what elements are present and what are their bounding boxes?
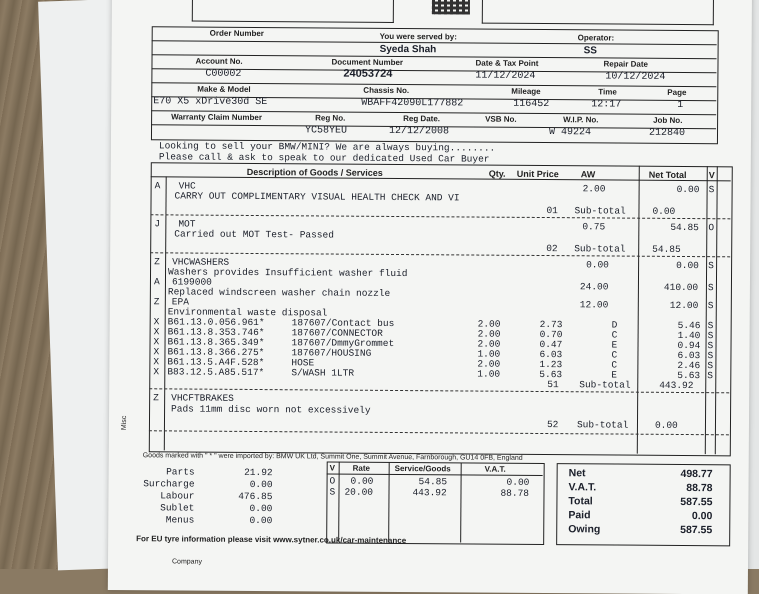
qr-code xyxy=(432,0,470,14)
vat-col-service: Service/Goods xyxy=(394,463,451,474)
subtotal-label: Sub-total xyxy=(576,419,629,431)
part-qty: 2.00 xyxy=(477,358,501,370)
part-number: B83.12.5.A85.517* xyxy=(167,366,265,379)
item-v: S xyxy=(707,282,714,294)
item-text: Environmental waste disposal xyxy=(167,306,328,319)
mileage-value: 116452 xyxy=(513,98,550,111)
invoice-sheet xyxy=(108,0,752,594)
job-label: Job No. xyxy=(653,115,683,125)
part-net: 2.46 xyxy=(677,359,701,372)
top-cut-box-right xyxy=(482,0,714,25)
section-aw: 0.75 xyxy=(582,221,606,233)
served-by-value: Syeda Shah xyxy=(379,43,437,56)
part-discount: D xyxy=(611,319,618,331)
item-code: Z xyxy=(154,256,160,268)
vat-row-service: 443.92 xyxy=(412,487,447,499)
part-code: X xyxy=(153,366,160,378)
vat-col-v: V xyxy=(329,463,336,473)
total-label: V.A.T. xyxy=(568,481,597,494)
col-qty: Qty. xyxy=(488,168,506,179)
subtotal-value: 0.00 xyxy=(652,205,676,217)
part-discount: C xyxy=(611,329,618,341)
summary-value: 476.85 xyxy=(238,490,273,503)
vat-row-v: O xyxy=(329,475,336,487)
subtotal-label: Sub-total xyxy=(574,205,626,217)
part-number: B61.13.0.056.961* xyxy=(167,316,265,329)
part-v: S xyxy=(707,370,714,382)
part-discount: E xyxy=(611,369,618,381)
total-label: Paid xyxy=(568,509,591,522)
subtotal-no: 02 xyxy=(546,243,558,255)
part-net: 0.94 xyxy=(677,339,701,352)
brakes-line: Pads 11mm disc worn not excessively xyxy=(171,403,371,416)
side-text: Misc xyxy=(120,415,129,431)
time-value: 12:17 xyxy=(591,99,622,111)
operator-value: SS xyxy=(583,45,597,57)
item-text: 6199000 xyxy=(171,276,212,288)
account-no-label: Account No. xyxy=(195,56,243,66)
part-unit-price: 1.23 xyxy=(539,358,563,371)
part-unit-price: 0.47 xyxy=(539,338,563,351)
part-number: B61.13.8.366.275* xyxy=(167,346,265,359)
summary-label: Labour xyxy=(160,490,195,502)
reg-no-value: YC58YEU xyxy=(304,125,348,137)
subtotal-no: 01 xyxy=(546,205,558,217)
part-v: S xyxy=(707,340,714,352)
part-net: 5.63 xyxy=(677,369,701,382)
promo-line-2: Please call & ask to speak to our dedicated Used Car Buyer xyxy=(158,151,490,165)
subtotal-label: Sub-total xyxy=(574,243,626,255)
part-number: B61.13.8.365.349* xyxy=(167,336,265,349)
part-discount: E xyxy=(611,339,618,351)
part-v: S xyxy=(707,350,714,362)
part-qty: 2.00 xyxy=(477,328,501,340)
section-net: 54.85 xyxy=(670,221,699,234)
page-value: 1 xyxy=(677,99,684,111)
total-value: 587.55 xyxy=(680,523,713,537)
repair-date-value: 10/12/2024 xyxy=(605,71,666,83)
vat-col-rate: Rate xyxy=(352,463,371,473)
item-aw: 12.00 xyxy=(579,299,609,311)
vat-row-vat: 0.00 xyxy=(506,476,530,488)
vsb-label: VSB No. xyxy=(485,114,517,124)
vat-row-vat: 88.78 xyxy=(500,487,530,499)
make-model-value: E70 X5 xDrive30d SE xyxy=(153,96,268,109)
col-description: Description of Goods / Services xyxy=(246,166,383,178)
summary-label: Sublet xyxy=(160,502,195,514)
item-net: 0.00 xyxy=(676,259,699,272)
date-tax-point-label: Date & Tax Point xyxy=(475,58,539,68)
subtotal-value: 54.85 xyxy=(652,243,681,255)
vat-row-rate: 20.00 xyxy=(344,486,374,498)
item-code: A xyxy=(153,276,160,288)
section-v: S xyxy=(708,184,715,196)
item-aw: 24.00 xyxy=(579,281,609,293)
section-v: O xyxy=(708,222,715,234)
reg-date-label: Reg Date. xyxy=(403,114,441,124)
document-number-value: 24053724 xyxy=(343,67,393,80)
col-unit-price: Unit Price xyxy=(516,168,559,180)
part-number: B61.13.5.A4F.528* xyxy=(167,356,265,369)
part-discount: C xyxy=(611,349,618,361)
section-code: A xyxy=(154,180,161,192)
item-net: 12.00 xyxy=(669,299,699,312)
top-cut-box-left xyxy=(192,0,394,23)
part-discount: C xyxy=(611,359,618,371)
part-desc: 187607/Contact bus xyxy=(291,317,395,329)
part-number: B61.13.8.353.746* xyxy=(167,326,265,339)
reg-no-label: Reg No. xyxy=(315,113,346,123)
part-v: S xyxy=(707,360,714,372)
part-code: X xyxy=(153,336,160,348)
summary-value: 21.92 xyxy=(244,466,273,479)
total-value: 88.78 xyxy=(686,482,713,495)
wip-label: W.I.P. No. xyxy=(563,115,599,125)
brakes-code: Z xyxy=(153,392,159,404)
time-label: Time xyxy=(598,87,617,97)
part-code: X xyxy=(153,326,160,338)
section-net: 0.00 xyxy=(676,183,700,196)
section-code: J xyxy=(154,218,161,230)
warranty-label: Warranty Claim Number xyxy=(171,112,262,123)
part-code: X xyxy=(153,356,160,368)
total-value: 498.77 xyxy=(680,467,713,481)
summary-label: Menus xyxy=(165,514,195,526)
part-net: 5.46 xyxy=(677,319,701,332)
reg-date-value: 12/12/2008 xyxy=(388,125,450,138)
col-v: V xyxy=(708,170,715,181)
section-line: CARRY OUT COMPLIMENTARY VISUAL HEALTH CHECK AND VI xyxy=(174,190,460,204)
served-by-label: You were served by: xyxy=(379,31,457,42)
subtotal-no: 51 xyxy=(547,379,559,391)
subtotal-label: Sub-total xyxy=(579,379,631,391)
part-v: S xyxy=(707,320,714,332)
part-qty: 1.00 xyxy=(477,368,501,380)
total-label: Total xyxy=(568,495,593,508)
account-no-value: C00002 xyxy=(205,68,242,80)
total-value: 0.00 xyxy=(691,510,713,523)
import-note: Goods marked with " * " were imported by: BMW UK Ltd, Summit One, Summit Avenue, Farnborough, GU14 0FB, England xyxy=(142,452,523,462)
summary-value: 0.00 xyxy=(249,478,273,491)
total-label: Net xyxy=(568,467,586,480)
section-aw: 2.00 xyxy=(582,183,606,195)
part-v: S xyxy=(707,330,714,342)
item-v: S xyxy=(708,260,714,272)
part-unit-price: 6.03 xyxy=(539,348,563,361)
total-label: Owing xyxy=(568,523,601,536)
chassis-label: Chassis No. xyxy=(363,85,410,96)
section-line: VHC xyxy=(178,180,196,192)
item-v: S xyxy=(707,300,714,312)
part-qty: 2.00 xyxy=(477,338,501,350)
footer-cut: Company xyxy=(171,558,203,566)
date-tax-point-value: 11/12/2024 xyxy=(475,70,536,82)
summary-label: Surcharge xyxy=(143,478,195,490)
item-text: Washers provides Insufficient washer fluid xyxy=(167,266,408,280)
brakes-line: VHCFTBRAKES xyxy=(171,392,234,404)
summary-value: 0.00 xyxy=(249,514,273,527)
promo-line-1: Looking to sell your BMW/MINI? We are always buying........ xyxy=(158,140,496,154)
item-aw: 0.00 xyxy=(586,259,609,271)
summary-label: Parts xyxy=(166,466,195,478)
part-desc: 187607/HOUSING xyxy=(291,347,372,359)
part-unit-price: 0.70 xyxy=(539,328,563,341)
item-code: Z xyxy=(153,296,160,308)
item-net: 410.00 xyxy=(663,281,699,294)
subtotal-no: 52 xyxy=(546,419,559,431)
part-desc: HOSE xyxy=(291,357,315,369)
operator-label: Operator: xyxy=(577,33,615,43)
document-number-label: Document Number xyxy=(331,57,404,68)
item-text: EPA xyxy=(171,296,189,308)
part-code: X xyxy=(153,316,160,328)
wip-value: W 49224 xyxy=(548,127,592,139)
vat-row-rate: 0.00 xyxy=(350,475,374,487)
part-unit-price: 2.73 xyxy=(539,318,563,331)
mileage-label: Mileage xyxy=(511,86,541,96)
part-code: X xyxy=(153,346,160,358)
part-qty: 2.00 xyxy=(477,318,501,330)
page-label: Page xyxy=(667,87,687,98)
vat-row-service: 54.85 xyxy=(418,476,448,488)
chassis-value: WBAFF42090L177882 xyxy=(361,97,464,110)
section-line: MOT xyxy=(178,218,196,230)
part-desc: 187607/CONNECTOR xyxy=(291,327,383,339)
part-qty: 1.00 xyxy=(477,348,501,360)
part-net: 6.03 xyxy=(677,349,701,362)
part-desc: 187607/DmmyGrommet xyxy=(291,337,395,349)
vat-col-vat: V.A.T. xyxy=(484,464,506,474)
item-text: Replaced windscreen washer chain nozzle xyxy=(167,286,391,299)
part-unit-price: 5.63 xyxy=(539,368,563,381)
job-value: 212840 xyxy=(648,127,686,140)
col-net-total: Net Total xyxy=(648,169,687,181)
summary-value: 0.00 xyxy=(249,502,273,515)
footer-note: For EU tyre information please visit www.sytner.co.uk/car-maintenance xyxy=(136,534,407,546)
subtotal-value: 443.92 xyxy=(659,379,694,392)
total-value: 587.55 xyxy=(680,495,713,509)
item-text: VHCWASHERS xyxy=(172,256,230,268)
repair-date-label: Repair Date xyxy=(603,59,648,69)
col-aw: AW xyxy=(580,169,596,180)
make-model-label: Make & Model xyxy=(197,84,251,94)
part-desc: S/WASH 1LTR xyxy=(291,367,355,379)
subtotal-value: 0.00 xyxy=(654,419,678,431)
section-line: Carried out MOT Test- Passed xyxy=(174,228,334,241)
order-number-label: Order Number xyxy=(209,28,264,39)
vat-row-v: S xyxy=(329,486,336,498)
part-net: 1.40 xyxy=(677,329,701,342)
